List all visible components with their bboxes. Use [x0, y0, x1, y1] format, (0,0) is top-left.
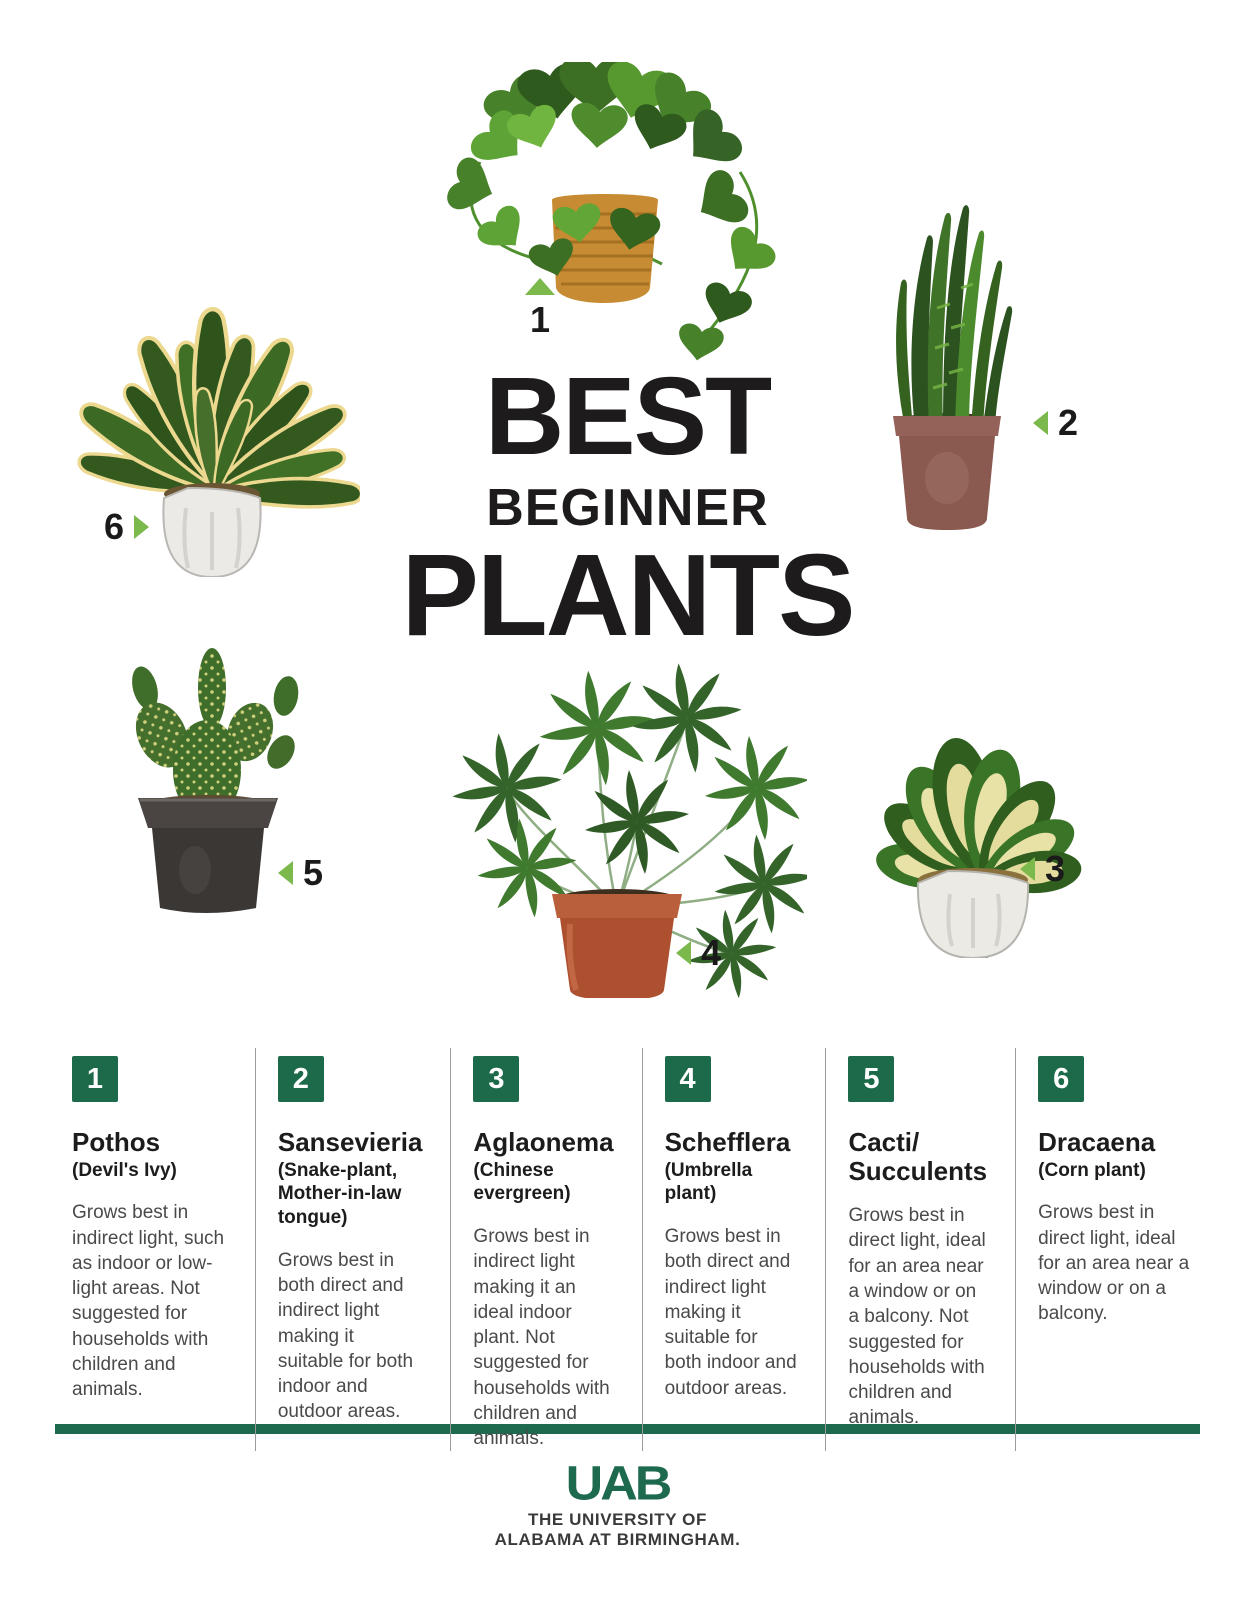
- plant-alt-name: (Corn plant): [1038, 1159, 1146, 1181]
- legend-column-schefflera: [643, 1048, 827, 1451]
- marker-5: [278, 852, 323, 894]
- number-badge: 6: [1038, 1056, 1084, 1102]
- number-badge: 3: [473, 1056, 519, 1102]
- marker-number: 1: [529, 299, 551, 340]
- legend-column-dracaena: [1016, 1048, 1200, 1451]
- legend-section: [72, 1048, 1200, 1451]
- plant-description: Grows best in both direct and indirect light making it suitable for both indoor and outdoor areas.: [277, 1249, 414, 1423]
- plant-alt-name: (Umbrella plant): [664, 1159, 753, 1205]
- marker-arrow-left-icon: [676, 941, 691, 965]
- university-line-2: ALABAMA AT BIRMINGHAM.: [494, 1530, 741, 1550]
- title-plants: PLANTS: [401, 529, 854, 660]
- uab-logo: UAB: [565, 1457, 670, 1511]
- number-badge: 4: [665, 1056, 711, 1102]
- marker-number: 3: [1045, 848, 1066, 889]
- plant-description: Grows best in direct light, ideal for an area near a window or on a balcony.: [1038, 1202, 1190, 1325]
- marker-4: [676, 932, 721, 974]
- marker-2: [1033, 402, 1078, 444]
- marker-number: 6: [104, 506, 125, 547]
- marker-arrow-left-icon: [1033, 411, 1048, 435]
- marker-3: [1020, 848, 1065, 890]
- legend-column-cacti: [826, 1048, 1016, 1451]
- marker-arrow-up-icon: [525, 278, 555, 295]
- title-beginner: BEGINNER: [486, 479, 769, 538]
- plant-description: Grows best in indirect light, such as indoor or low-light areas. Not suggested for households with children and animals.: [72, 1202, 225, 1401]
- university-line-1: THE UNIVERSITY OF: [528, 1510, 707, 1529]
- plant-name: Sansevieria: [277, 1127, 423, 1157]
- marker-number: 5: [303, 852, 324, 893]
- schefflera-illustration: [432, 658, 807, 998]
- plant-description: Grows best in both direct and indirect light making it suitable for both indoor and outdoor areas.: [664, 1226, 797, 1399]
- legend-column-pothos: [72, 1048, 256, 1451]
- plant-name: Cacti/ Succulents: [848, 1127, 988, 1186]
- marker-arrow-left-icon: [1020, 857, 1035, 881]
- plant-name: Pothos: [72, 1127, 161, 1157]
- pothos-illustration: [400, 62, 795, 367]
- title-best: BEST: [484, 355, 771, 478]
- plant-description: Grows best in indirect light making it an ideal indoor plant. Not suggested for households with children and animals.: [473, 1226, 610, 1450]
- footer: [0, 1458, 1235, 1550]
- marker-1: [525, 278, 555, 341]
- sansevieria-illustration: [855, 178, 1040, 538]
- marker-6: [104, 506, 149, 548]
- plant-name: Dracaena: [1038, 1127, 1156, 1157]
- marker-number: 2: [1058, 402, 1079, 443]
- plant-alt-name: (Snake-plant, Mother-in-law tongue): [277, 1159, 402, 1229]
- number-badge: 2: [278, 1056, 324, 1102]
- plant-alt-name: (Chinese evergreen): [473, 1159, 571, 1205]
- legend-column-aglaonema: [451, 1048, 642, 1451]
- legend-column-sansevieria: [256, 1048, 452, 1451]
- number-badge: 5: [848, 1056, 894, 1102]
- marker-arrow-left-icon: [278, 861, 293, 885]
- aglaonema-illustration: [838, 628, 1113, 958]
- plant-name: Aglaonema: [473, 1127, 614, 1157]
- marker-arrow-right-icon: [134, 515, 149, 539]
- marker-number: 4: [701, 932, 722, 973]
- plant-alt-name: (Devil's Ivy): [72, 1159, 177, 1181]
- plant-description: Grows best in direct light, ideal for an area near a window or on a balcony. Not suggested for households with children and animals.: [848, 1205, 986, 1429]
- plant-name: Schefflera: [664, 1127, 791, 1157]
- number-badge: 1: [72, 1056, 118, 1102]
